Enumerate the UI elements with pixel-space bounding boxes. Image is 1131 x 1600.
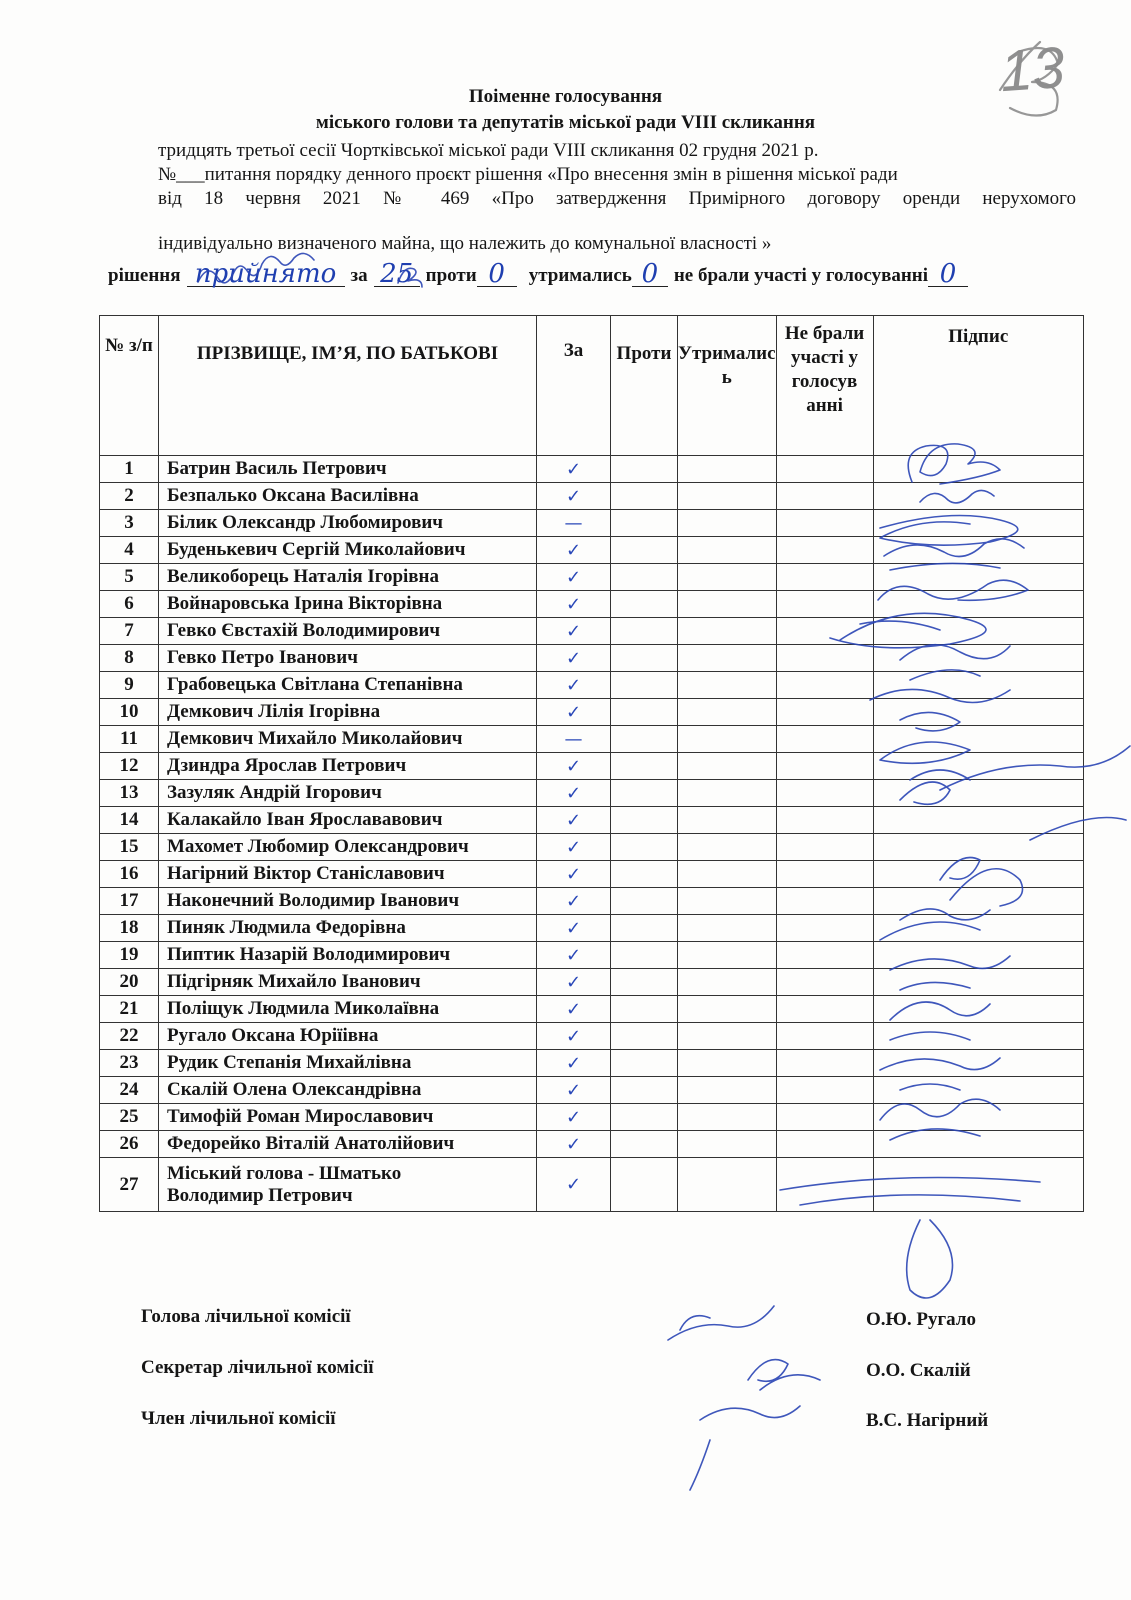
deputy-name: Грабовецька Світлана Степанівна [159, 672, 537, 699]
deputy-name: Безпалько Оксана Василівна [159, 483, 537, 510]
signature-cell [873, 726, 1083, 753]
deputy-name: Калакайло Іван Ярослававович [159, 807, 537, 834]
check-mark: ✓ [565, 971, 582, 993]
table-row [100, 510, 1084, 537]
vote-abstain-cell [678, 915, 777, 942]
vote-for-cell [537, 618, 611, 645]
signature-cell [873, 1023, 1083, 1050]
vote-for-cell [537, 483, 611, 510]
table-row [100, 564, 1084, 591]
table-row [100, 1158, 1084, 1212]
row-number: 18 [100, 915, 159, 942]
deputy-name: Демкович Михайло Миколайович [159, 726, 537, 753]
signature-cell [873, 591, 1083, 618]
against-label: проти [425, 265, 477, 286]
vote-for-cell [537, 834, 611, 861]
row-number: 26 [100, 1131, 159, 1158]
check-mark: ✓ [565, 998, 582, 1020]
signature-cell [873, 537, 1083, 564]
question-line: №___питання порядку денного проєкт рішення «Про внесення змін в рішення міської ради [158, 164, 898, 185]
vote-against-cell [611, 672, 678, 699]
deputy-name: Великоборець Наталія Ігорівна [159, 564, 537, 591]
signature-cell [873, 1104, 1083, 1131]
vote-abstain-cell [678, 1131, 777, 1158]
for-label: за [350, 265, 368, 286]
row-number: 6 [100, 591, 159, 618]
signature-cell [873, 834, 1083, 861]
deputy-name: Демкович Лілія Ігорівна [159, 699, 537, 726]
vote-abstain-cell [678, 942, 777, 969]
vote-for-cell [537, 969, 611, 996]
row-number: 12 [100, 753, 159, 780]
table-row [100, 1050, 1084, 1077]
table-row [100, 888, 1084, 915]
signature-cell [873, 645, 1083, 672]
vote-absent-cell [776, 699, 873, 726]
vote-against-cell [611, 1023, 678, 1050]
header-against: Проти [611, 316, 678, 456]
signature-cell [873, 564, 1083, 591]
row-number: 10 [100, 699, 159, 726]
table-row [100, 969, 1084, 996]
vote-for-cell [537, 456, 611, 483]
vote-abstain-cell [678, 483, 777, 510]
vote-abstain-cell [678, 1104, 777, 1131]
vote-abstain-cell [678, 645, 777, 672]
table-row [100, 996, 1084, 1023]
vote-against-cell [611, 1104, 678, 1131]
vote-for-cell [537, 699, 611, 726]
vote-against-cell [611, 915, 678, 942]
row-number: 20 [100, 969, 159, 996]
vote-absent-cell [776, 942, 873, 969]
deputy-name: Зазуляк Андрій Ігорович [159, 780, 537, 807]
page-number: 13 [997, 34, 1067, 105]
vote-absent-cell [776, 780, 873, 807]
vote-for-cell [537, 996, 611, 1023]
header-name: ПРІЗВИЩЕ, ІМ’Я, ПО БАТЬКОВІ [159, 316, 537, 456]
vote-for-cell [537, 1104, 611, 1131]
vote-abstain-cell [678, 591, 777, 618]
vote-absent-cell [776, 807, 873, 834]
row-number: 3 [100, 510, 159, 537]
row-number: 5 [100, 564, 159, 591]
deputy-name: Федорейко Віталій Анатолійович [159, 1131, 537, 1158]
vote-for-cell [537, 780, 611, 807]
table-row [100, 915, 1084, 942]
vote-absent-cell [776, 726, 873, 753]
deputy-name: Нагірний Віктор Станіславович [159, 861, 537, 888]
row-number: 13 [100, 780, 159, 807]
vote-absent-cell [776, 483, 873, 510]
absent-value: 0 [928, 264, 968, 287]
signature-cell [873, 699, 1083, 726]
check-mark: ✓ [565, 890, 582, 912]
vote-abstain-cell [678, 699, 777, 726]
table-row [100, 1077, 1084, 1104]
table-row [100, 753, 1084, 780]
vote-for-cell [537, 1077, 611, 1104]
deputy-name-line2: Володимир Петрович [167, 1184, 353, 1206]
vote-for-cell [537, 753, 611, 780]
check-mark: ✓ [565, 620, 582, 642]
signature-cell [873, 996, 1083, 1023]
vote-against-cell [611, 510, 678, 537]
vote-abstain-cell [678, 861, 777, 888]
row-number: 14 [100, 807, 159, 834]
vote-against-cell [611, 1077, 678, 1104]
vote-against-cell [611, 618, 678, 645]
signature-cell [873, 861, 1083, 888]
signature-cell [873, 753, 1083, 780]
vote-for-cell [537, 915, 611, 942]
signature-cell [873, 807, 1083, 834]
table-row [100, 618, 1084, 645]
vote-abstain-cell [678, 753, 777, 780]
vote-for-cell [537, 888, 611, 915]
row-number: 17 [100, 888, 159, 915]
table-row [100, 726, 1084, 753]
table-row [100, 456, 1084, 483]
vote-for-cell [537, 672, 611, 699]
decision-line-1: від 18 червня 2021 № 469 «Про затвердження Примірного договору оренди нерухомого [158, 188, 1076, 209]
vote-against-cell [611, 483, 678, 510]
deputy-name: Білик Олександр Любомирович [159, 510, 537, 537]
table-row [100, 699, 1084, 726]
check-mark: ✓ [565, 863, 582, 885]
vote-absent-cell [776, 996, 873, 1023]
deputy-name: Підгірняк Михайло Іванович [159, 969, 537, 996]
check-mark: ✓ [565, 701, 582, 723]
table-row [100, 834, 1084, 861]
vote-absent-cell [776, 861, 873, 888]
row-number: 21 [100, 996, 159, 1023]
signature-cell [873, 780, 1083, 807]
vote-for-cell [537, 807, 611, 834]
vote-for-cell [537, 645, 611, 672]
for-value: 25 [374, 264, 420, 287]
vote-for-cell [537, 726, 611, 753]
check-mark: ✓ [565, 647, 582, 669]
header-for: За [537, 316, 611, 456]
check-mark: ✓ [565, 566, 582, 588]
vote-absent-cell [776, 672, 873, 699]
dash-mark: — [564, 512, 583, 534]
row-number: 22 [100, 1023, 159, 1050]
deputy-name: Буденькевич Сергій Миколайович [159, 537, 537, 564]
signature-cell [873, 483, 1083, 510]
signature-cell [873, 618, 1083, 645]
table-header-row [100, 316, 1084, 456]
table-row [100, 807, 1084, 834]
deputy-name: Скалій Олена Олександрівна [159, 1077, 537, 1104]
decision-line-2: індивідуально визначеного майна, що належить до комунальної власності » [158, 233, 772, 254]
vote-abstain-cell [678, 834, 777, 861]
deputy-name: Пиптик Назарій Володимирович [159, 942, 537, 969]
vote-against-cell [611, 834, 678, 861]
vote-for-cell [537, 1050, 611, 1077]
vote-absent-cell [776, 456, 873, 483]
vote-absent-cell [776, 645, 873, 672]
chair-name: О.Ю. Ругало [866, 1309, 976, 1330]
vote-against-cell [611, 1131, 678, 1158]
table-row [100, 861, 1084, 888]
check-mark: ✓ [565, 458, 582, 480]
vote-against-cell [611, 780, 678, 807]
vote-for-cell [537, 510, 611, 537]
vote-absent-cell [776, 753, 873, 780]
vote-for-cell [537, 942, 611, 969]
secretary-label: Секретар лічильної комісії [141, 1357, 374, 1378]
decision-value: прийнято [187, 264, 345, 287]
vote-abstain-cell [678, 510, 777, 537]
table-row [100, 1104, 1084, 1131]
deputy-name: Махомет Любомир Олександрович [159, 834, 537, 861]
absent-label: не брали участі у голосуванні [673, 265, 929, 286]
table-row [100, 780, 1084, 807]
header-absent: Не брали участі у голосув анні [776, 316, 873, 456]
vote-abstain-cell [678, 1023, 777, 1050]
vote-against-cell [611, 537, 678, 564]
vote-for-cell [537, 1023, 611, 1050]
signature-cell [873, 510, 1083, 537]
signature-cell [873, 1158, 1083, 1212]
table-row [100, 942, 1084, 969]
check-mark: ✓ [565, 944, 582, 966]
row-number: 24 [100, 1077, 159, 1104]
vote-absent-cell [776, 564, 873, 591]
table-row [100, 483, 1084, 510]
check-mark: ✓ [565, 809, 582, 831]
dash-mark: — [564, 728, 583, 750]
check-mark: ✓ [565, 1106, 582, 1128]
check-mark: ✓ [565, 917, 582, 939]
signature-cell [873, 942, 1083, 969]
signature-cell [873, 1077, 1083, 1104]
vote-against-cell [611, 969, 678, 996]
row-number: 11 [100, 726, 159, 753]
check-mark: ✓ [565, 539, 582, 561]
deputy-name: Ругало Оксана Юріїівна [159, 1023, 537, 1050]
header-num: № з/п [100, 316, 159, 456]
vote-absent-cell [776, 969, 873, 996]
abstain-label: утримались [528, 265, 632, 286]
deputy-name: Гевко Євстахій Володимирович [159, 618, 537, 645]
check-mark: ✓ [565, 593, 582, 615]
vote-against-cell [611, 456, 678, 483]
signature-cell [873, 915, 1083, 942]
row-number: 25 [100, 1104, 159, 1131]
table-row [100, 1131, 1084, 1158]
row-number: 19 [100, 942, 159, 969]
secretary-name: О.О. Скалій [866, 1360, 971, 1381]
session-line: тридцять третьої сесії Чортківської міської ради VIII скликання 02 грудня 2021 р. [158, 140, 819, 161]
vote-for-cell [537, 861, 611, 888]
vote-absent-cell [776, 1050, 873, 1077]
check-mark: ✓ [565, 674, 582, 696]
document-title: Поіменне голосування [468, 86, 663, 107]
vote-absent-cell [776, 1131, 873, 1158]
vote-absent-cell [776, 834, 873, 861]
vote-against-cell [611, 564, 678, 591]
vote-abstain-cell [678, 726, 777, 753]
deputy-name-line1: Міський голова - Шматько [167, 1162, 402, 1184]
row-number: 2 [100, 483, 159, 510]
check-mark: ✓ [565, 1079, 582, 1101]
member-label: Член лічильної комісії [141, 1408, 336, 1429]
vote-against-cell [611, 1158, 678, 1212]
signature-cell [873, 1131, 1083, 1158]
vote-abstain-cell [678, 618, 777, 645]
vote-absent-cell [776, 618, 873, 645]
deputy-name: Гевко Петро Іванович [159, 645, 537, 672]
vote-against-cell [611, 753, 678, 780]
row-number: 9 [100, 672, 159, 699]
header-abstain: Утрималис ь [678, 316, 777, 456]
table-row [100, 645, 1084, 672]
vote-absent-cell [776, 1077, 873, 1104]
vote-against-cell [611, 861, 678, 888]
vote-abstain-cell [678, 807, 777, 834]
deputy-name: Тимофій Роман Мирославович [159, 1104, 537, 1131]
decision-label: рішення [108, 265, 181, 286]
vote-absent-cell [776, 510, 873, 537]
deputy-name: Рудик Степанія Михайлівна [159, 1050, 537, 1077]
row-number: 1 [100, 456, 159, 483]
check-mark: ✓ [565, 1133, 582, 1155]
check-mark: ✓ [565, 836, 582, 858]
vote-absent-cell [776, 591, 873, 618]
row-number: 15 [100, 834, 159, 861]
deputy-name: Поліщук Людмила Миколаївна [159, 996, 537, 1023]
vote-absent-cell [776, 915, 873, 942]
vote-for-cell [537, 564, 611, 591]
vote-abstain-cell [678, 888, 777, 915]
vote-abstain-cell [678, 1077, 777, 1104]
vote-abstain-cell [678, 1158, 777, 1212]
vote-abstain-cell [678, 564, 777, 591]
vote-abstain-cell [678, 996, 777, 1023]
chair-label: Голова лічильної комісії [141, 1306, 351, 1327]
vote-against-cell [611, 1050, 678, 1077]
header-sign: Підпис [873, 316, 1083, 456]
signature-cell [873, 672, 1083, 699]
vote-against-cell [611, 699, 678, 726]
check-mark: ✓ [565, 485, 582, 507]
table-row [100, 1023, 1084, 1050]
row-number: 16 [100, 861, 159, 888]
vote-against-cell [611, 591, 678, 618]
vote-against-cell [611, 726, 678, 753]
vote-absent-cell [776, 1158, 873, 1212]
signature-cell [873, 888, 1083, 915]
vote-abstain-cell [678, 672, 777, 699]
check-mark: ✓ [565, 1052, 582, 1074]
vote-against-cell [611, 942, 678, 969]
vote-against-cell [611, 807, 678, 834]
vote-absent-cell [776, 537, 873, 564]
vote-absent-cell [776, 1104, 873, 1131]
vote-for-cell [537, 1131, 611, 1158]
vote-abstain-cell [678, 969, 777, 996]
table-row [100, 537, 1084, 564]
table-row [100, 591, 1084, 618]
document-subtitle: міського голови та депутатів міської ради VIII скликання [315, 112, 816, 133]
deputy-name: Войнаровська Ірина Вікторівна [159, 591, 537, 618]
vote-for-cell [537, 1158, 611, 1212]
vote-abstain-cell [678, 537, 777, 564]
vote-for-cell [537, 537, 611, 564]
vote-absent-cell [776, 888, 873, 915]
signature-cell [873, 456, 1083, 483]
vote-abstain-cell [678, 780, 777, 807]
vote-abstain-cell [678, 1050, 777, 1077]
abstain-value: 0 [632, 264, 668, 287]
table-row [100, 672, 1084, 699]
deputy-name: Наконечний Володимир Іванович [159, 888, 537, 915]
voting-table [99, 315, 1084, 1212]
result-summary [108, 259, 968, 289]
vote-abstain-cell [678, 456, 777, 483]
row-number: 27 [100, 1158, 159, 1212]
deputy-name: Батрин Василь Петрович [159, 456, 537, 483]
row-number: 7 [100, 618, 159, 645]
vote-absent-cell [776, 1023, 873, 1050]
member-name: В.С. Нагірний [866, 1410, 989, 1431]
against-value: 0 [477, 264, 517, 287]
signature-cell [873, 969, 1083, 996]
check-mark: ✓ [565, 755, 582, 777]
check-mark: ✓ [565, 1025, 582, 1047]
row-number: 4 [100, 537, 159, 564]
deputy-name [159, 1158, 537, 1212]
check-mark: ✓ [565, 1174, 582, 1195]
signature-cell [873, 1050, 1083, 1077]
deputy-name: Дзиндра Ярослав Петрович [159, 753, 537, 780]
row-number: 8 [100, 645, 159, 672]
deputy-name: Пиняк Людмила Федорівна [159, 915, 537, 942]
vote-for-cell [537, 591, 611, 618]
check-mark: ✓ [565, 782, 582, 804]
vote-against-cell [611, 996, 678, 1023]
vote-against-cell [611, 645, 678, 672]
row-number: 23 [100, 1050, 159, 1077]
vote-against-cell [611, 888, 678, 915]
